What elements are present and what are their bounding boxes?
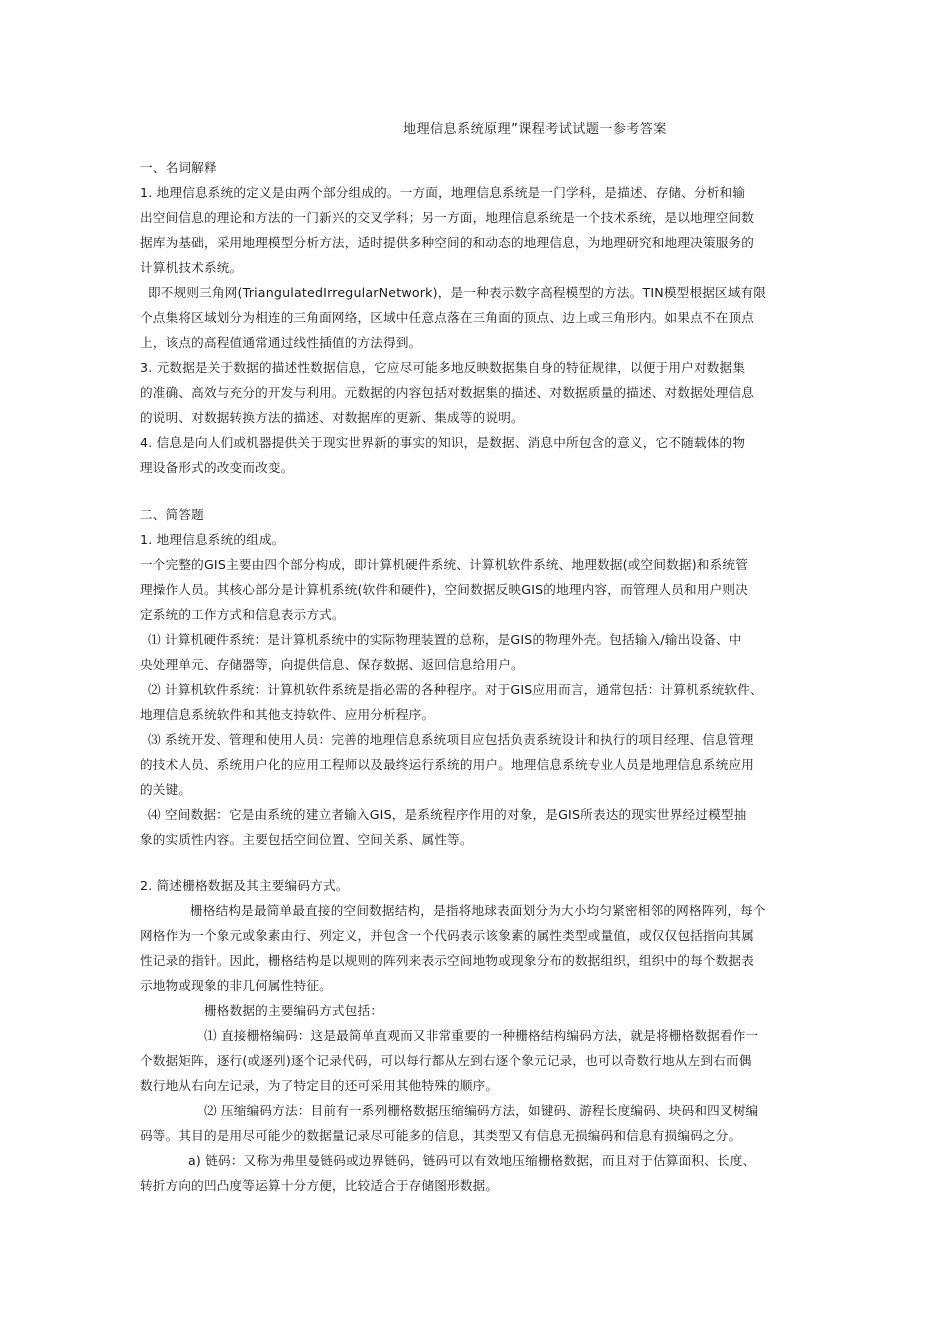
- text-line: ⑴ 直接栅格编码：这是最简单直观而又非常重要的一种栅格结构编码方法，就是将栅格数据看作一: [204, 1028, 759, 1043]
- text-line: 的准确、高效与充分的开发与利用。元数据的内容包括对数据集的描述、对数据质量的描述、对数据处理信息: [140, 385, 755, 400]
- text-line: 示地物或现象的非几何属性特征。: [140, 978, 332, 993]
- text-line: 地理信息系统软件和其他支持软件、应用分析程序。: [140, 707, 435, 722]
- text-line: 的关键。: [140, 782, 192, 797]
- text-line: 个点集将区域划分为相连的三角面网络，区域中任意点落在三角面的顶点、边上或三角形内。如果点不在顶点: [140, 310, 755, 325]
- page-title: 地理信息系统原理”课程考试试题一参考答案: [403, 122, 667, 137]
- text-line: 据库为基础，采用地理模型分析方法，适时提供多种空间的和动态的地理信息，为地理研究和地理决策服务的: [140, 235, 755, 250]
- text-line: 的说明、对数据转换方法的描述、对数据库的更新、集成等的说明。: [140, 410, 524, 425]
- text-line: 出空间信息的理论和方法的一门新兴的交叉学科；另一方面，地理信息系统是一个技术系统，是以地理空间数: [140, 210, 755, 225]
- text-line: 定系统的工作方式和信息表示方式。: [140, 607, 345, 622]
- text-line: 一、名词解释: [140, 160, 217, 175]
- text-line: ⑵ 压缩编码方法：目前有一系列栅格数据压缩编码方法，如键码、游程长度编码、块码和四叉树编: [204, 1103, 759, 1118]
- text-line: 1. 地理信息系统的定义是由两个部分组成的。一方面，地理信息系统是一门学科，是描述、存储、分析和输: [140, 185, 746, 200]
- text-line: 性记录的指针。因此，栅格结构是以规则的阵列来表示空间地物或现象分布的数据组织，组织中的每个数据表: [140, 953, 755, 968]
- text-line: 即不规则三角网(TriangulatedIrregularNetwork)，是一种表示数字高程模型的方法。TIN模型根据区域有限: [148, 285, 767, 300]
- text-line: 央处理单元、存储器等，向提供信息、保存数据、返回信息给用户。: [140, 657, 524, 672]
- text-line: ⑷ 空间数据：它是由系统的建立者输入GIS，是系统程序作用的对象，是GIS所表达的现实世界经过模型抽: [148, 807, 747, 822]
- text-line: 4. 信息是向人们或机器提供关于现实世界新的事实的知识，是数据、消息中所包含的意义，它不随载体的物: [140, 435, 746, 450]
- text-line: 栅格数据的主要编码方式包括：: [204, 1003, 384, 1018]
- text-line: a) 链码：又称为弗里曼链码或边界链码，链码可以有效地压缩栅格数据，而且对于估算面积、长度、: [188, 1153, 756, 1168]
- text-line: 数行地从右向左记录，为了特定目的还可采用其他特殊的顺序。: [140, 1078, 499, 1093]
- text-line: ⑴ 计算机硬件系统：是计算机系统中的实际物理装置的总称，是GIS的物理外壳。包括输入/输出设备、中: [148, 632, 742, 647]
- text-line: 3. 元数据是关于数据的描述性数据信息，它应尽可能多地反映数据集自身的特征规律，以便于用户对数据集: [140, 360, 746, 375]
- text-line: 二、简答题: [140, 507, 204, 522]
- text-line: ⑵ 计算机软件系统：计算机软件系统是指必需的各种程序。对于GIS应用而言，通常包括：计算机系统软件、: [148, 682, 763, 697]
- text-line: 栅格结构是最简单最直接的空间数据结构，是指将地球表面划分为大小均匀紧密相邻的网格阵列，每个: [190, 903, 766, 918]
- text-line: 1. 地理信息系统的组成。: [140, 532, 285, 547]
- text-line: 的技术人员、系统用户化的应用工程师以及最终运行系统的用户。地理信息系统专业人员是地理信息系统应用: [140, 757, 755, 772]
- text-line: 网格作为一个象元或象素由行、列定义，并包含一个代码表示该象素的属性类型或量值，或仅仅包括指向其属: [140, 928, 755, 943]
- text-line: 上，该点的高程值通常通过线性插值的方法得到。: [140, 335, 422, 350]
- text-line: 转折方向的凹凸度等运算十分方便，比较适合于存储图形数据。: [140, 1178, 499, 1193]
- text-line: 理设备形式的改变而改变。: [140, 460, 294, 475]
- text-line: 计算机技术系统。: [140, 260, 243, 275]
- text-line: ⑶ 系统开发、管理和使用人员：完善的地理信息系统项目应包括负责系统设计和执行的项目经理、信息管理: [148, 732, 754, 747]
- text-line: 2. 简述栅格数据及其主要编码方式。: [140, 878, 349, 893]
- text-line: 理操作人员。其核心部分是计算机系统(软件和硬件)，空间数据反映GIS的地理内容，而管理人员和用户则决: [140, 582, 749, 597]
- text-line: 一个完整的GIS主要由四个部分构成，即计算机硬件系统、计算机软件系统、地理数据(或空间数据)和系统管: [140, 557, 749, 572]
- text-line: 象的实质性内容。主要包括空间位置、空间关系、属性等。: [140, 832, 473, 847]
- text-line: 个数据矩阵，逐行(或逐列)逐个记录代码，可以每行都从左到右逐个象元记录，也可以奇数行地从左到右而偶: [140, 1053, 752, 1068]
- text-line: 码等。其目的是用尽可能少的数据量记录尽可能多的信息，其类型又有信息无损编码和信息有损编码之分。: [140, 1128, 742, 1143]
